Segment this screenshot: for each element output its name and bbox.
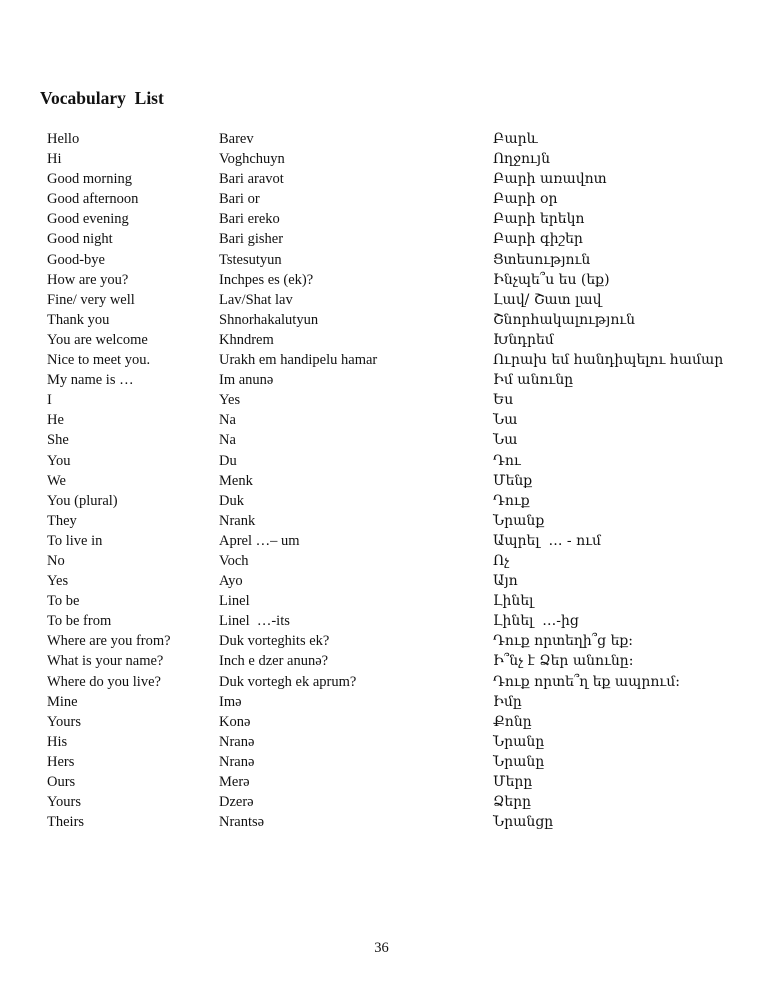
armenian-term: Դու [493,452,521,469]
vocab-row [47,149,747,169]
transliteration: Yes [219,392,241,409]
vocab-row [47,752,747,772]
transliteration: Duk vorteghits ek? [219,633,330,650]
transliteration: Shnorhakalutyun [219,311,319,328]
armenian-term: Իմը [493,693,522,710]
english-term: Good morning [47,171,132,188]
vocab-row [47,792,747,812]
transliteration: Bari gisher [219,231,284,248]
vocab-row [47,229,747,249]
vocab-row [47,410,747,430]
transliteration: Tstesutyun [219,251,282,268]
armenian-term: Նրանցը [493,814,554,831]
english-term: You (plural) [47,492,118,509]
page-number: 36 [374,940,389,956]
transliteration: Nrantsə [219,814,265,831]
english-term: To live in [47,532,103,549]
armenian-term: Լինել …-ից [493,613,579,630]
english-term: Good night [47,231,113,248]
transliteration: Nranə [219,753,255,770]
armenian-term: Ես [493,392,514,409]
armenian-term: Ապրել … - ում [493,532,601,549]
english-term: You [47,452,71,469]
vocab-row [47,370,747,390]
english-term: She [47,432,69,449]
transliteration: Inchpes es (ek)? [219,271,314,288]
armenian-term: Քոնը [493,713,532,730]
armenian-term: Ձերը [493,794,532,811]
vocab-row [47,732,747,752]
page-title: Vocabulary List [40,88,164,108]
armenian-term: Շնորհակալություն [493,311,636,328]
vocab-row [47,189,747,209]
transliteration: Menk [219,472,253,489]
transliteration: Barev [219,131,254,147]
vocab-row [47,270,747,290]
transliteration: Na [219,432,236,449]
armenian-term: Նա [493,412,518,429]
english-term: He [47,412,64,429]
armenian-term: Ցտեսություն [493,251,591,268]
vocab-row [47,611,747,631]
transliteration: Im anunə [219,372,274,389]
armenian-term: Բարի առավոտ [493,171,607,188]
armenian-term: Բարի գիշեր [493,231,583,248]
armenian-term: Ոչ [493,552,510,569]
transliteration: Nrank [219,512,256,529]
armenian-term: Բարի օր [493,191,558,208]
armenian-term: Խնդրեմ [493,331,554,348]
english-term: No [47,552,65,569]
transliteration: Merə [219,774,250,790]
english-term: Hers [47,753,75,770]
vocab-row [47,591,747,611]
vocab-row [47,631,747,651]
vocab-row [47,129,747,149]
english-term: Good afternoon [47,191,139,208]
english-term: Hi [47,151,62,168]
armenian-term: Մերը [493,774,533,790]
transliteration: Nranə [219,733,255,750]
armenian-term: Ողջույն [493,151,551,168]
english-term: Where do you live? [47,673,161,690]
english-term: Ours [47,774,76,790]
english-term: Yes [47,573,69,590]
armenian-term: Մենք [493,472,533,489]
vocab-row [47,491,747,511]
armenian-term: Նրանը [493,733,545,750]
transliteration: Du [219,452,237,469]
vocab-row [47,672,747,692]
english-term: Thank you [47,311,110,328]
english-term: Theirs [47,814,85,831]
transliteration: Duk vortegh ek aprum? [219,673,357,690]
transliteration: Khndrem [219,331,274,348]
vocab-row [47,169,747,189]
transliteration: Inch e dzer anunə? [219,653,329,670]
transliteration: Imə [219,693,242,710]
transliteration: Linel …-its [219,613,290,630]
english-term: Hello [47,131,80,147]
armenian-term: Բարի երեկո [493,211,585,228]
english-term: You are welcome [47,331,148,348]
armenian-term: Ինչպե՞ս ես (եք) [493,271,610,288]
vocab-row [47,511,747,531]
english-term: We [47,472,66,489]
transliteration: Na [219,412,236,429]
transliteration: Bari or [219,191,260,208]
transliteration: Voghchuyn [219,151,285,168]
transliteration: Voch [219,552,249,569]
armenian-term: Ի՞նչ է Ձեր անունը: [493,653,634,670]
armenian-term: Բարև [493,131,538,147]
vocab-row [47,812,747,832]
vocab-row [47,390,747,410]
vocab-row [47,310,747,330]
english-term: Yours [47,713,81,730]
armenian-term: Իմ անունը [493,372,574,389]
vocab-row [47,471,747,491]
transliteration: Duk [219,492,244,509]
armenian-term: Այո [493,573,518,590]
english-term: What is your name? [47,653,164,670]
english-term: To be from [47,613,112,630]
transliteration: Dzerə [219,794,254,811]
armenian-term: Նա [493,432,518,449]
armenian-term: Նրանը [493,753,545,770]
vocab-row [47,250,747,270]
transliteration: Ayo [219,573,243,590]
vocab-row [47,330,747,350]
vocabulary-table [47,129,747,832]
english-term: His [47,733,68,750]
transliteration: Urakh em handipelu hamar [219,352,378,369]
armenian-term: Լինել [493,593,534,610]
english-term: Mine [47,693,78,710]
armenian-term: Նրանք [493,512,545,529]
vocab-row [47,551,747,571]
transliteration: Konə [219,713,251,730]
english-term: They [47,512,77,529]
vocab-row [47,712,747,732]
english-term: I [47,392,52,409]
transliteration: Bari ereko [219,211,280,228]
vocab-row [47,571,747,591]
transliteration: Linel [219,593,250,610]
armenian-term: Ուրախ եմ հանդիպելու համար [493,352,724,369]
transliteration: Aprel …– um [219,532,300,549]
armenian-term: Դուք որտե՞ղ եք ապրում: [493,673,680,690]
transliteration: Bari aravot [219,171,284,188]
vocab-row [47,692,747,712]
armenian-term: Դուք [493,492,530,509]
armenian-term: Դուք որտեղի՞ց եք: [493,633,634,650]
vocab-row [47,209,747,229]
vocab-row [47,451,747,471]
english-term: Yours [47,794,81,811]
english-term: Good-bye [47,251,105,268]
transliteration: Lav/Shat lav [219,291,293,308]
vocab-row [47,430,747,450]
english-term: Good evening [47,211,129,228]
vocab-row [47,772,747,792]
english-term: Where are you from? [47,633,171,650]
english-term: Fine/ very well [47,291,135,308]
english-term: Nice to meet you. [47,352,151,369]
vocab-row [47,350,747,370]
vocab-row [47,531,747,551]
english-term: To be [47,593,80,610]
vocab-row [47,651,747,671]
vocab-row [47,290,747,310]
english-term: My name is … [47,372,134,389]
armenian-term: Լավ/ Շատ լավ [493,291,602,308]
english-term: How are you? [47,271,129,288]
